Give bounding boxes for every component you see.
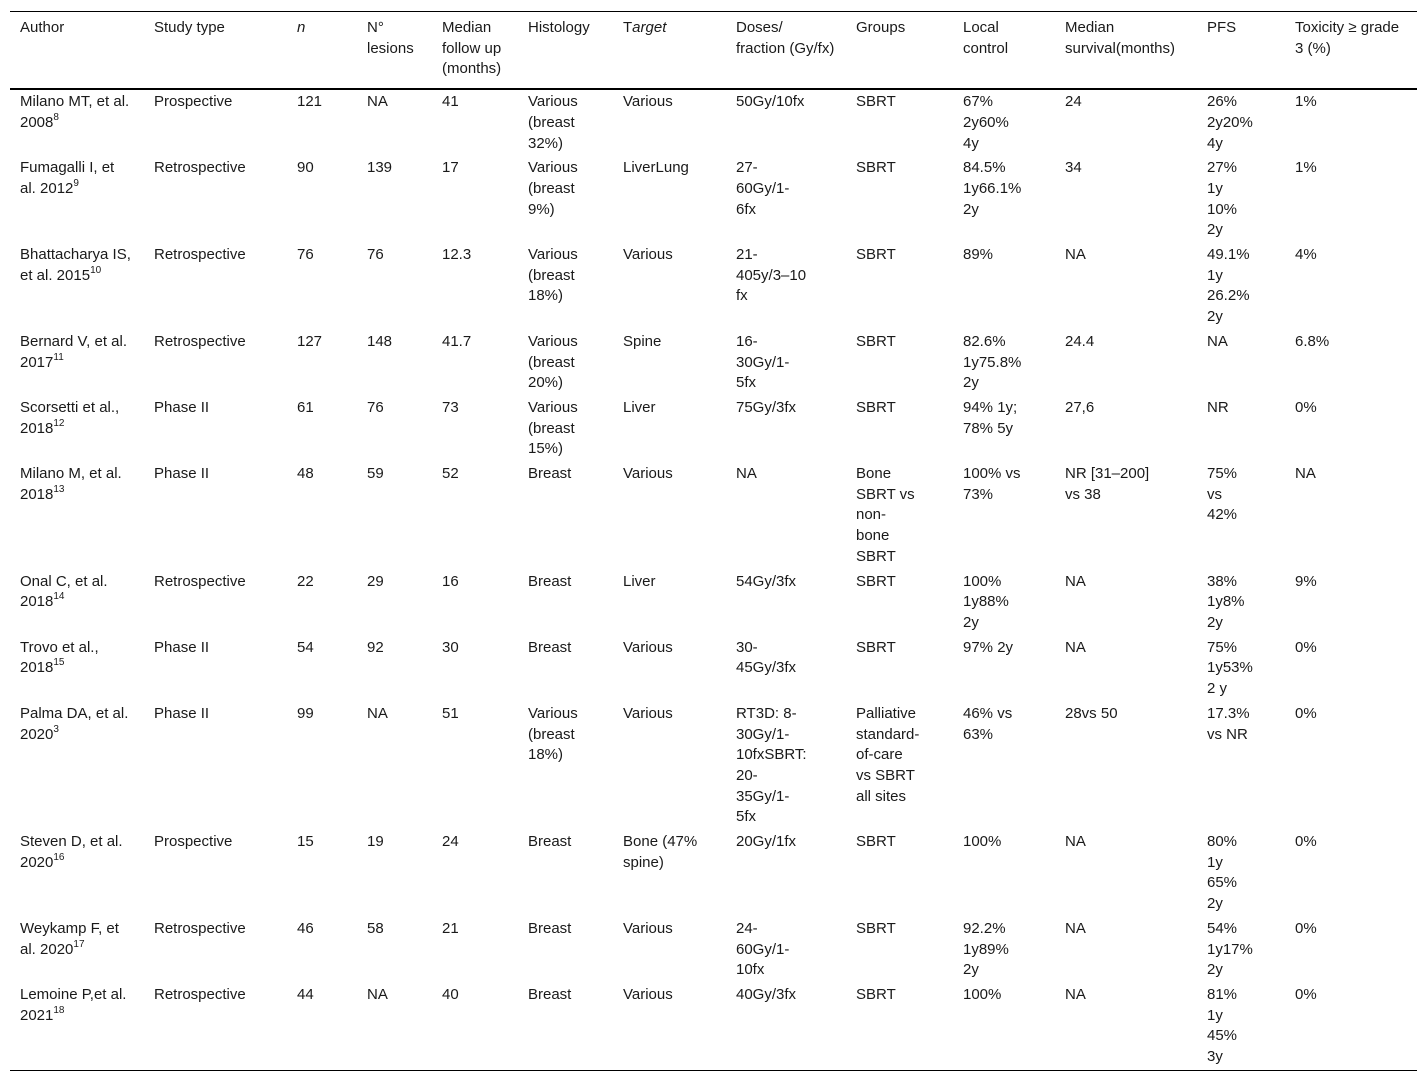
cell-doses: RT3D: 8- 30Gy/1- 10fxSBRT: 20- 35Gy/1- 5fx <box>736 704 807 826</box>
cell-doses: 54Gy/3fx <box>736 572 797 590</box>
cell-lesions: 19 <box>367 833 384 851</box>
cell-target: Various <box>623 246 673 264</box>
cell-author <box>10 243 144 330</box>
cell-follow-up: 41.7 <box>442 332 472 350</box>
cell-local-control: 67% 2y60% 4y <box>963 93 1009 152</box>
cell-follow-up: 51 <box>442 704 459 722</box>
cell-groups: SBRT <box>856 572 896 590</box>
cell-target: Liver <box>623 572 656 590</box>
cell-author <box>10 830 144 917</box>
cell-groups: SBRT <box>856 919 896 937</box>
cell-study-type: Phase II <box>154 704 210 722</box>
cell-lesions: 148 <box>367 332 393 350</box>
cell-follow-up: 41 <box>442 93 459 111</box>
cell-lesions: 76 <box>367 398 384 416</box>
cell-groups: SBRT <box>856 638 896 656</box>
cell-study-type: Retrospective <box>154 919 246 937</box>
cell-target: LiverLung <box>623 159 689 177</box>
cell-pfs: 75% vs 42% <box>1207 465 1238 524</box>
cell-target: Various <box>623 985 673 1003</box>
cell-pfs: NA <box>1207 332 1228 350</box>
cell-study-type: Phase II <box>154 638 210 656</box>
cell-follow-up: 30 <box>442 638 459 656</box>
reference-number: 11 <box>53 351 64 363</box>
author-name: Milano M, et al. 2018 <box>20 465 122 503</box>
cell-histology: Various (breast 18%) <box>528 704 578 764</box>
cell-local-control: 100% 1y88% 2y <box>963 572 1009 631</box>
table-row <box>10 702 1417 830</box>
cell-follow-up: 16 <box>442 572 459 590</box>
cell-author <box>10 462 144 570</box>
cell-toxicity: 0% <box>1295 833 1317 851</box>
header-toxicity: Toxicity ≥ grade 3 (%) <box>1295 19 1400 57</box>
cell-target: Various <box>623 919 673 937</box>
cell-toxicity: 9% <box>1295 572 1317 590</box>
cell-histology: Breast <box>528 638 572 656</box>
table-body <box>10 89 1417 1070</box>
cell-groups: SBRT <box>856 332 896 350</box>
cell-study-type: Retrospective <box>154 572 246 590</box>
author-name: Bhattacharya IS, et al. 2015 <box>20 246 131 284</box>
author-name: Scorsetti et al., 2018 <box>20 398 120 437</box>
cell-follow-up: 17 <box>442 159 459 177</box>
cell-pfs: 49.1% 1y 26.2% 2y <box>1207 246 1250 326</box>
cell-target: Various <box>623 638 673 656</box>
cell-local-control: 94% 1y; 78% 5y <box>963 398 1018 437</box>
cell-n: 76 <box>297 246 314 264</box>
cell-target: Various <box>623 704 673 722</box>
reference-number: 14 <box>53 591 65 603</box>
cell-author <box>10 156 144 243</box>
author-name: Bernard V, et al. 2017 <box>20 332 128 371</box>
cell-groups: SBRT <box>856 93 896 111</box>
cell-lesions: 92 <box>367 638 384 656</box>
cell-toxicity: 0% <box>1295 919 1317 937</box>
cell-doses: 40Gy/3fx <box>736 985 797 1003</box>
cell-local-control: 92.2% 1y89% 2y <box>963 919 1009 979</box>
cell-author <box>10 702 144 830</box>
cell-n: 15 <box>297 833 314 851</box>
cell-n: 54 <box>297 638 314 656</box>
author-name: Steven D, et al. 2020 <box>20 833 123 871</box>
cell-survival: 24 <box>1065 93 1082 111</box>
header-lesions: N° lesions <box>367 19 414 57</box>
reference-number: 15 <box>53 657 65 669</box>
table-row <box>10 89 1417 156</box>
cell-doses: 30- 45Gy/3fx <box>736 638 797 677</box>
cell-target: Spine <box>623 332 662 350</box>
cell-local-control: 46% vs 63% <box>963 704 1013 743</box>
cell-doses: 27- 60Gy/1- 6fx <box>736 159 790 218</box>
cell-histology: Breast <box>528 833 572 851</box>
cell-author <box>10 89 144 156</box>
author-name: Fumagalli I, et al. 2012 <box>20 159 115 197</box>
cell-n: 99 <box>297 704 314 722</box>
cell-groups: SBRT <box>856 398 896 416</box>
cell-n: 46 <box>297 919 314 937</box>
cell-author <box>10 396 144 462</box>
cell-n: 127 <box>297 332 323 350</box>
table-row <box>10 243 1417 330</box>
reference-number: 18 <box>53 1004 65 1016</box>
cell-n: 90 <box>297 159 314 177</box>
cell-author <box>10 917 144 983</box>
cell-doses: 24- 60Gy/1- 10fx <box>736 919 790 979</box>
cell-target: Bone (47% spine) <box>623 833 698 871</box>
cell-local-control: 89% <box>963 246 994 264</box>
cell-local-control: 100% vs 73% <box>963 465 1021 503</box>
cell-study-type: Prospective <box>154 93 233 111</box>
cell-doses: 21- 405y/3–10 fx <box>736 246 807 305</box>
cell-follow-up: 40 <box>442 985 459 1003</box>
cell-groups: SBRT <box>856 985 896 1003</box>
cell-follow-up: 52 <box>442 465 459 483</box>
cell-survival: NA <box>1065 246 1086 264</box>
cell-target: Various <box>623 465 673 483</box>
cell-toxicity: 1% <box>1295 159 1317 177</box>
cell-histology: Various (breast 15%) <box>528 398 578 458</box>
reference-number: 12 <box>53 417 65 429</box>
cell-toxicity: 6.8% <box>1295 332 1330 350</box>
header-local-control: Local control <box>963 19 1009 57</box>
table-row <box>10 156 1417 243</box>
cell-local-control: 84.5% 1y66.1% 2y <box>963 159 1022 218</box>
header-study-type: Study type <box>154 19 225 36</box>
cell-histology: Breast <box>528 465 572 483</box>
cell-n: 61 <box>297 398 314 416</box>
cell-n: 48 <box>297 465 314 483</box>
cell-toxicity: 0% <box>1295 638 1317 656</box>
cell-lesions: NA <box>367 985 388 1003</box>
cell-pfs: 26% 2y20% 4y <box>1207 93 1253 152</box>
cell-study-type: Retrospective <box>154 985 246 1003</box>
header-groups: Groups <box>856 19 906 36</box>
cell-doses: NA <box>736 465 757 483</box>
cell-groups: SBRT <box>856 833 896 851</box>
study-table <box>10 11 1417 1071</box>
cell-study-type: Prospective <box>154 833 233 851</box>
header-follow-up: Median follow up (months) <box>442 19 502 78</box>
header-row <box>10 12 1417 90</box>
cell-lesions: NA <box>367 704 388 722</box>
cell-pfs: 17.3% vs NR <box>1207 704 1250 743</box>
table-row <box>10 396 1417 462</box>
cell-doses: 75Gy/3fx <box>736 398 797 416</box>
reference-number: 17 <box>73 938 85 950</box>
reference-number: 3 <box>53 723 59 735</box>
cell-survival: 24.4 <box>1065 332 1095 350</box>
cell-histology: Various (breast 18%) <box>528 246 578 305</box>
header-target-rest: arget <box>632 19 667 36</box>
cell-n: 121 <box>297 93 323 111</box>
cell-toxicity: 0% <box>1295 398 1317 416</box>
cell-pfs: 54% 1y17% 2y <box>1207 919 1253 979</box>
cell-follow-up: 73 <box>442 398 459 416</box>
reference-number: 9 <box>73 177 79 189</box>
cell-histology: Various (breast 20%) <box>528 332 578 392</box>
cell-histology: Various (breast 32%) <box>528 93 578 152</box>
cell-histology: Breast <box>528 919 572 937</box>
reference-number: 16 <box>53 851 65 863</box>
cell-groups: Palliative standard- of-care vs SBRT all sites <box>856 704 920 805</box>
cell-survival: 27,6 <box>1065 398 1095 416</box>
table-row <box>10 330 1417 396</box>
cell-n: 44 <box>297 985 314 1003</box>
cell-study-type: Phase II <box>154 465 210 483</box>
table-row <box>10 983 1417 1070</box>
cell-pfs: 27% 1y 10% 2y <box>1207 159 1238 239</box>
cell-toxicity: NA <box>1295 465 1316 483</box>
cell-pfs: 80% 1y 65% 2y <box>1207 833 1238 913</box>
cell-groups: SBRT <box>856 246 896 264</box>
reference-number: 8 <box>53 111 59 123</box>
cell-follow-up: 24 <box>442 833 459 851</box>
header-target-initial: T <box>623 19 633 36</box>
header-histology: Histology <box>528 19 590 36</box>
cell-local-control: 100% <box>963 833 1002 851</box>
cell-target: Liver <box>623 398 656 416</box>
cell-survival: NR [31–200] vs 38 <box>1065 465 1150 503</box>
cell-follow-up: 12.3 <box>442 246 472 264</box>
header-doses: Doses/ fraction (Gy/fx) <box>736 19 835 57</box>
cell-groups: Bone SBRT vs non- bone SBRT <box>856 465 915 565</box>
table-row <box>10 830 1417 917</box>
cell-pfs: 75% 1y53% 2 y <box>1207 638 1253 698</box>
cell-toxicity: 1% <box>1295 93 1317 111</box>
header-target <box>613 12 726 90</box>
cell-author <box>10 983 144 1070</box>
cell-pfs: 38% 1y8% 2y <box>1207 572 1245 631</box>
cell-n: 22 <box>297 572 314 590</box>
header-survival: Median survival(months) <box>1065 19 1176 57</box>
cell-lesions: 58 <box>367 919 384 937</box>
cell-survival: 28vs 50 <box>1065 704 1118 722</box>
cell-toxicity: 0% <box>1295 704 1317 722</box>
cell-study-type: Retrospective <box>154 159 246 177</box>
cell-lesions: NA <box>367 93 388 111</box>
cell-survival: NA <box>1065 572 1086 590</box>
cell-study-type: Retrospective <box>154 332 246 350</box>
cell-study-type: Phase II <box>154 398 210 416</box>
table-row <box>10 636 1417 702</box>
table-row <box>10 917 1417 983</box>
cell-survival: NA <box>1065 833 1086 851</box>
cell-survival: NA <box>1065 638 1086 656</box>
cell-pfs: NR <box>1207 398 1229 416</box>
cell-doses: 20Gy/1fx <box>736 833 797 851</box>
author-name: Trovo et al., 2018 <box>20 638 99 677</box>
cell-local-control: 82.6% 1y75.8% 2y <box>963 332 1022 392</box>
cell-histology: Breast <box>528 985 572 1003</box>
cell-toxicity: 4% <box>1295 246 1317 264</box>
cell-author <box>10 330 144 396</box>
header-author: Author <box>20 19 65 36</box>
cell-local-control: 100% <box>963 985 1002 1003</box>
cell-survival: NA <box>1065 985 1086 1003</box>
cell-lesions: 139 <box>367 159 393 177</box>
study-table-container <box>10 11 1417 1071</box>
cell-histology: Various (breast 9%) <box>528 159 578 218</box>
cell-groups: SBRT <box>856 159 896 177</box>
author-name: Milano MT, et al. 2008 <box>20 93 130 131</box>
header-pfs: PFS <box>1207 19 1237 36</box>
cell-survival: 34 <box>1065 159 1082 177</box>
table-row <box>10 462 1417 570</box>
cell-pfs: 81% 1y 45% 3y <box>1207 985 1238 1066</box>
cell-lesions: 76 <box>367 246 384 264</box>
cell-doses: 16- 30Gy/1- 5fx <box>736 332 790 392</box>
author-name: Palma DA, et al. 2020 <box>20 704 129 743</box>
cell-study-type: Retrospective <box>154 246 246 264</box>
table-row <box>10 570 1417 636</box>
author-name: Onal C, et al. 2018 <box>20 572 108 611</box>
cell-target: Various <box>623 93 673 111</box>
reference-number: 13 <box>53 483 65 495</box>
cell-toxicity: 0% <box>1295 985 1317 1003</box>
author-name: Weykamp F, et al. 2020 <box>20 919 119 958</box>
cell-histology: Breast <box>528 572 572 590</box>
cell-local-control: 97% 2y <box>963 638 1014 656</box>
cell-lesions: 59 <box>367 465 384 483</box>
cell-author <box>10 570 144 636</box>
cell-lesions: 29 <box>367 572 384 590</box>
header-n: n <box>297 19 306 36</box>
reference-number: 10 <box>90 264 102 276</box>
cell-survival: NA <box>1065 919 1086 937</box>
cell-follow-up: 21 <box>442 919 459 937</box>
cell-doses: 50Gy/10fx <box>736 93 805 111</box>
cell-author <box>10 636 144 702</box>
author-name: Lemoine P,et al. 2021 <box>20 985 127 1024</box>
